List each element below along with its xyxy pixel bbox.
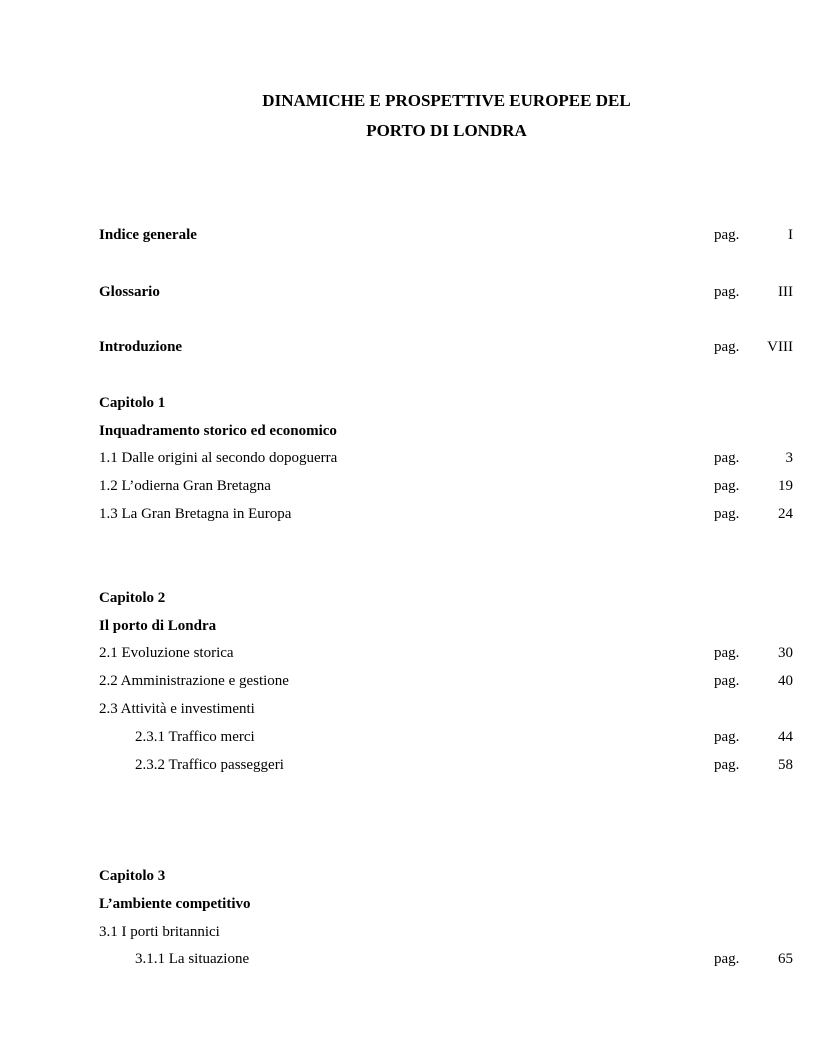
toc-entry-2-1 <box>0 645 816 665</box>
chapter-2-subtitle <box>0 618 816 638</box>
chapter-heading-label: Capitolo 1 <box>99 395 166 411</box>
toc-entry-label: 2.2 Amministrazione e gestione <box>99 673 289 689</box>
pag-label: pag. <box>714 729 740 745</box>
toc-page-number: I <box>788 227 793 243</box>
toc-page-number: 40 <box>778 673 793 689</box>
toc-entry-2-3-2 <box>0 757 816 777</box>
toc-entry-2-3 <box>0 701 816 721</box>
toc-entry-label: 2.3.1 Traffico merci <box>135 729 255 745</box>
toc-entry-2-3-1 <box>0 729 816 749</box>
pag-label: pag. <box>714 645 740 661</box>
toc-entry-3-1 <box>0 924 816 944</box>
toc-page-number: 44 <box>778 729 793 745</box>
chapter-3-subtitle <box>0 896 816 916</box>
toc-entry-3-1-1 <box>0 951 816 971</box>
chapter-subtitle-label: Il porto di Londra <box>99 618 217 634</box>
pag-label: pag. <box>714 673 740 689</box>
toc-entry-2-2 <box>0 673 816 693</box>
toc-entry-introduzione <box>0 339 816 359</box>
pag-label: pag. <box>714 339 740 355</box>
chapter-2-heading <box>0 590 816 610</box>
toc-page-number: 3 <box>785 450 793 466</box>
pag-label: pag. <box>714 506 740 522</box>
toc-entry-label: Glossario <box>99 284 160 300</box>
chapter-subtitle-label: Inquadramento storico ed economico <box>99 423 337 439</box>
toc-entry-label: 1.1 Dalle origini al secondo dopoguerra <box>99 450 338 466</box>
chapter-1-subtitle <box>0 423 816 443</box>
toc-page-number: 30 <box>778 645 793 661</box>
chapter-subtitle-label: L’ambiente competitivo <box>99 896 251 912</box>
toc-page-number: 24 <box>778 506 793 522</box>
toc-entry-label: 1.2 L’odierna Gran Bretagna <box>99 478 271 494</box>
toc-page-number: III <box>778 284 793 300</box>
toc-entry-label: Indice generale <box>99 227 197 243</box>
document-title-line-1: DINAMICHE E PROSPETTIVE EUROPEE DEL <box>262 91 631 110</box>
chapter-1-heading <box>0 395 816 415</box>
toc-entry-label: 3.1.1 La situazione <box>135 951 250 967</box>
toc-entry-1-3 <box>0 506 816 526</box>
toc-page-number: 65 <box>778 951 793 967</box>
pag-label: pag. <box>714 450 740 466</box>
toc-entry-label: 2.3.2 Traffico passeggeri <box>135 757 284 773</box>
toc-entry-indice-generale <box>0 227 816 247</box>
toc-page-number: VIII <box>767 339 793 355</box>
toc-entry-label: 2.1 Evoluzione storica <box>99 645 234 661</box>
pag-label: pag. <box>714 951 740 967</box>
document-title-line-2: PORTO DI LONDRA <box>366 121 527 140</box>
pag-label: pag. <box>714 478 740 494</box>
toc-entry-1-2 <box>0 478 816 498</box>
pag-label: pag. <box>714 227 740 243</box>
toc-entry-label: Introduzione <box>99 339 183 355</box>
chapter-heading-label: Capitolo 3 <box>99 868 166 884</box>
toc-entry-label: 3.1 I porti britannici <box>99 924 220 940</box>
chapter-heading-label: Capitolo 2 <box>99 590 166 606</box>
toc-page-number: 58 <box>778 757 793 773</box>
toc-page-number: 19 <box>778 478 793 494</box>
toc-entry-1-1 <box>0 450 816 470</box>
toc-entry-label: 1.3 La Gran Bretagna in Europa <box>99 506 292 522</box>
toc-entry-label: 2.3 Attività e investimenti <box>99 701 255 717</box>
pag-label: pag. <box>714 757 740 773</box>
chapter-3-heading <box>0 868 816 888</box>
pag-label: pag. <box>714 284 740 300</box>
toc-entry-glossario <box>0 284 816 304</box>
